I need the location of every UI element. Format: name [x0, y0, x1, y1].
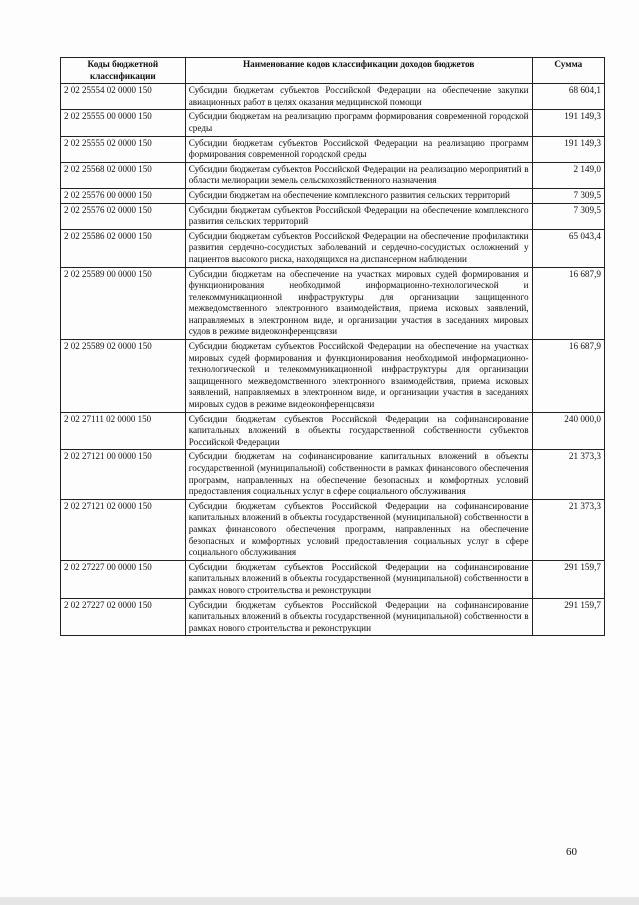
table-row [61, 598, 605, 636]
table-row [61, 136, 605, 162]
code-cell: 2 02 25555 00 0000 150 [61, 110, 186, 136]
table-row [61, 188, 605, 203]
name-cell: Субсидии бюджетам субъектов Российской Федерации на обеспечение на участках мировых судей формирования и функционирования необходимой информационно-технологической и телекоммуникационной инфраструктуры для организации защищенного межведомственного электронного взаимодействия, приема исковых заявлений, направляемых в электронном виде, и организации участия в заседаниях мировых судов в режиме видеоконференцсвязи [185, 340, 532, 413]
table-row [61, 229, 605, 267]
table-row [61, 412, 605, 450]
header-code: Коды бюджетной классификации [61, 58, 186, 84]
name-cell: Субсидии бюджетам на реализацию программ формирования современной городской среды [185, 110, 532, 136]
sum-cell: 7 309,5 [532, 203, 604, 229]
scan-edge [0, 897, 639, 905]
code-cell: 2 02 25576 02 0000 150 [61, 203, 186, 229]
name-cell: Субсидии бюджетам субъектов Российской Федерации на софинансирование капитальных вложений в объекты государственной (муниципальной) собственности в рамках финансового обеспечения программ, направленных на обеспечение безопасных и комфортных условий предоставления социальных услуг в сфере социального обслуживания [185, 499, 532, 560]
name-cell: Субсидии бюджетам субъектов Российской Федерации на обеспечение комплексного развития сельских территорий [185, 203, 532, 229]
name-cell: Субсидии бюджетам субъектов Российской Федерации на софинансирование капитальных вложений в объекты государственной собственности субъектов Российской Федерации [185, 412, 532, 450]
page-number: 60 [566, 846, 577, 858]
table-row [61, 499, 605, 560]
code-cell: 2 02 25555 02 0000 150 [61, 136, 186, 162]
sum-cell: 7 309,5 [532, 188, 604, 203]
sum-cell: 65 043,4 [532, 229, 604, 267]
code-cell: 2 02 25576 00 0000 150 [61, 188, 186, 203]
table-row [61, 267, 605, 340]
sum-cell: 21 373,3 [532, 450, 604, 499]
name-cell: Субсидии бюджетам субъектов Российской Федерации на обеспечение профилактики развития сердечно-сосудистых заболеваний и сердечно-сосудистых осложнений у пациентов высокого риска, находящихся на диспансерном наблюдении [185, 229, 532, 267]
sum-cell: 16 687,9 [532, 340, 604, 413]
name-cell: Субсидии бюджетам на обеспечение на участках мировых судей формирования и функционирования необходимой информационно-технологической и телекоммуникационной инфраструктуры для организации защищенного межведомственного электронного взаимодействия, приема исковых заявлений, направляемых в электронном виде, и организации участия в заседаниях мировых судов в режиме видеоконференцсвязи [185, 267, 532, 340]
sum-cell: 21 373,3 [532, 499, 604, 560]
header-name: Наименование кодов классификации доходов бюджетов [185, 58, 532, 84]
sum-cell: 191 149,3 [532, 136, 604, 162]
sum-cell: 68 604,1 [532, 84, 604, 110]
sum-cell: 291 159,7 [532, 560, 604, 598]
header-sum: Сумма [532, 58, 604, 84]
table-row [61, 203, 605, 229]
sum-cell: 291 159,7 [532, 598, 604, 636]
name-cell: Субсидии бюджетам на софинансирование капитальных вложений в объекты государственной (муниципальной) собственности в рамках финансового обеспечения программ, направленных на обеспечение безопасных и комфортных условий предоставления социальных услуг в сфере социального обслуживания [185, 450, 532, 499]
code-cell: 2 02 27121 02 0000 150 [61, 499, 186, 560]
table-row [61, 84, 605, 110]
table-header-row [61, 58, 605, 84]
code-cell: 2 02 27111 02 0000 150 [61, 412, 186, 450]
code-cell: 2 02 25589 00 0000 150 [61, 267, 186, 340]
name-cell: Субсидии бюджетам субъектов Российской Федерации на софинансирование капитальных вложений в объекты государственной (муниципальной) собственности в рамках нового строительства и реконструкции [185, 598, 532, 636]
budget-revenue-table [60, 57, 605, 636]
name-cell: Субсидии бюджетам на обеспечение комплексного развития сельских территорий [185, 188, 532, 203]
table-row [61, 560, 605, 598]
sum-cell: 16 687,9 [532, 267, 604, 340]
name-cell: Субсидии бюджетам субъектов Российской Федерации на реализацию программ формирования современной городской среды [185, 136, 532, 162]
code-cell: 2 02 25568 02 0000 150 [61, 162, 186, 188]
name-cell: Субсидии бюджетам субъектов Российской Федерации на софинансирование капитальных вложений в объекты государственной (муниципальной) собственности в рамках нового строительства и реконструкции [185, 560, 532, 598]
code-cell: 2 02 27227 00 0000 150 [61, 560, 186, 598]
table-row [61, 162, 605, 188]
table-row [61, 110, 605, 136]
name-cell: Субсидии бюджетам субъектов Российской Федерации на реализацию мероприятий в области мелиорации земель сельскохозяйственного назначения [185, 162, 532, 188]
sum-cell: 191 149,3 [532, 110, 604, 136]
sum-cell: 2 149,0 [532, 162, 604, 188]
code-cell: 2 02 25554 02 0000 150 [61, 84, 186, 110]
sum-cell: 240 000,0 [532, 412, 604, 450]
code-cell: 2 02 25586 02 0000 150 [61, 229, 186, 267]
table-row [61, 340, 605, 413]
code-cell: 2 02 27227 02 0000 150 [61, 598, 186, 636]
table-row [61, 450, 605, 499]
code-cell: 2 02 27121 00 0000 150 [61, 450, 186, 499]
code-cell: 2 02 25589 02 0000 150 [61, 340, 186, 413]
name-cell: Субсидии бюджетам субъектов Российской Федерации на обеспечение закупки авиационных работ в целях оказания медицинской помощи [185, 84, 532, 110]
